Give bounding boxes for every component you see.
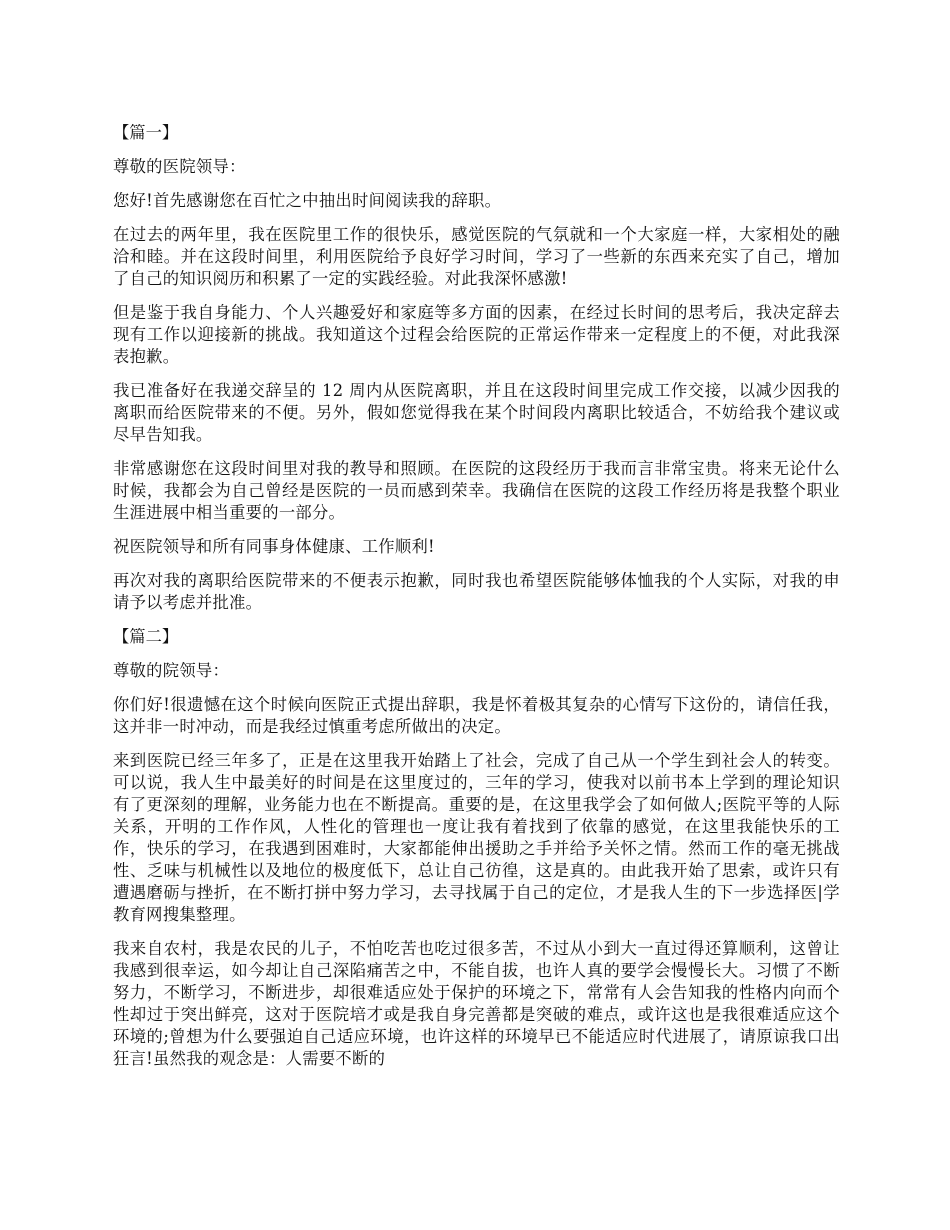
section-heading: 【篇二】 bbox=[113, 627, 179, 646]
paragraph: 您好!首先感谢您在百忙之中抽出时间阅读我的辞职。 bbox=[113, 191, 502, 210]
paragraph: 再次对我的离职给医院带来的不便表示抱歉，同时我也希望医院能够体恤我的个人实际，对我的申请予以考虑并批准。 bbox=[113, 571, 840, 612]
section-2 bbox=[113, 626, 840, 1070]
paragraph: 但是鉴于我自身能力、个人兴趣爱好和家庭等多方面的因素，在经过长时间的思考后，我决定辞去现有工作以迎接新的挑战。我知道这个过程会给医院的正常运作带来一定程度上的不便，对此我深表抱歉。 bbox=[113, 303, 840, 366]
document-body bbox=[113, 122, 840, 1082]
paragraph: 祝医院领导和所有同事身体健康、工作顺利! bbox=[113, 537, 435, 556]
paragraph: 来到医院已经三年多了，正是在这里我开始踏上了社会，完成了自己从一个学生到社会人的转变。可以说，我人生中最美好的时间是在这里度过的，三年的学习，使我对以前书本上学到的理论知识有了更深刻的理解，业务能力也在不断提高。重要的是，在这里我学会了如何做人;医院平等的人际关系，开明的工作作风，人性化的管理也一度让我有着找到了依靠的感觉，在这里我能快乐的工作，快乐的学习，在我遇到困难时，大家都能伸出援助之手并给予关怀之情。然而工作的毫无挑战性、乏味与机械性以及地位的极度低下，总让自己彷徨，这是真的。由此我开始了思索，或许只有遭遇磨砺与挫折，在不断打拼中努力学习，去寻找属于自己的定位，才是我人生的下一步选择医|学教育网搜集整理。 bbox=[113, 751, 840, 924]
section-1 bbox=[113, 122, 840, 614]
salutation: 尊敬的医院领导： bbox=[113, 157, 246, 176]
paragraph: 非常感谢您在这段时间里对我的教导和照顾。在医院的这段经历于我而言非常宝贵。将来无论什么时候，我都会为自己曾经是医院的一员而感到荣幸。我确信在医院的这段工作经历将是我整个职业生涯进展中相当重要的一部分。 bbox=[113, 459, 840, 522]
paragraph: 我已准备好在我递交辞呈的 12 周内从医院离职，并且在这段时间里完成工作交接，以减少因我的离职而给医院带来的不便。另外，假如您觉得我在某个时间段内离职比较适合，不妨给我个建议或尽早告知我。 bbox=[113, 381, 840, 444]
salutation: 尊敬的院领导： bbox=[113, 661, 230, 680]
paragraph: 我来自农村，我是农民的儿子，不怕吃苦也吃过很多苦，不过从小到大一直过得还算顺利，这曾让我感到很幸运，如今却让自己深陷痛苦之中，不能自拔，也许人真的要学会慢慢长大。习惯了不断努力，不断学习，不断进步，却很难适应处于保护的环境之下，常常有人会告知我的性格内向而个性却过于突出鲜亮，这对于医院培才或是我自身完善都是突破的难点，或许这也是我很难适应这个环境的;曾想为什么要强迫自己适应环境，也许这样的环境早已不能适应时代进展了，请原谅我口出狂言!虽然我的观念是：人需要不断的 bbox=[113, 939, 840, 1068]
paragraph: 在过去的两年里，我在医院里工作的很快乐，感觉医院的气氛就和一个大家庭一样，大家相处的融洽和睦。并在这段时间里，利用医院给予良好学习时间，学习了一些新的东西来充实了自己，增加了自己的知识阅历和积累了一定的实践经验。对此我深怀感激! bbox=[113, 225, 840, 288]
paragraph: 你们好!很遗憾在这个时候向医院正式提出辞职，我是怀着极其复杂的心情写下这份的，请信任我，这并非一时冲动，而是我经过慎重考虑所做出的决定。 bbox=[113, 695, 840, 736]
section-heading: 【篇一】 bbox=[113, 123, 179, 142]
